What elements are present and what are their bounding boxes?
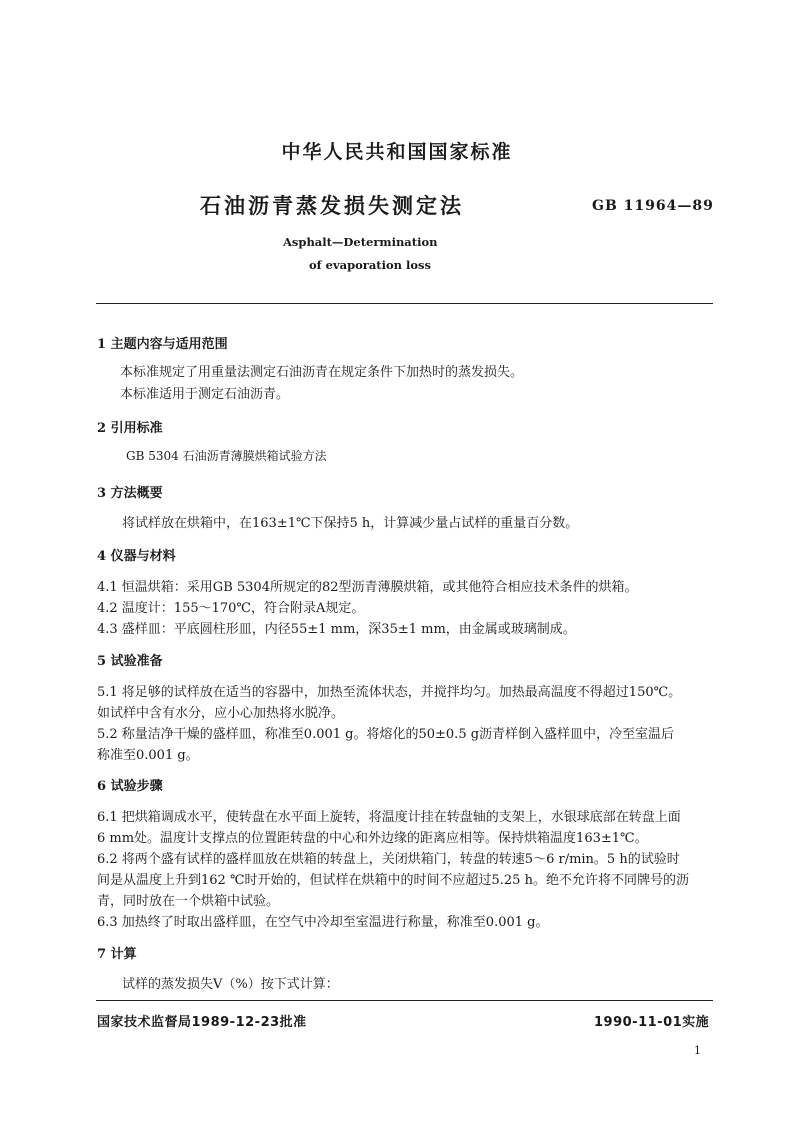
footer-divider bbox=[96, 1000, 713, 1001]
standard-code: GB 11964—89 bbox=[592, 198, 714, 214]
item-5-2-line1: 5.2 称量洁净干燥的盛样皿，称准至0.001 g。将熔化的50±0.5 g沥青样倒入盛样皿中，冷至室温后 bbox=[97, 727, 675, 742]
section-6-heading: 6 试验步骤 bbox=[97, 779, 163, 794]
item-5-1-line1: 5.1 将足够的试样放在适当的容器中，加热至流体状态，并搅拌均匀。加热最高温度不得超过150℃。 bbox=[97, 685, 682, 700]
section-7-heading: 7 计算 bbox=[97, 947, 137, 962]
section-7-paragraph: 试样的蒸发损失V（%）按下式计算： bbox=[122, 977, 339, 992]
section-1-paragraph-1: 本标准规定了用重量法测定石油沥青在规定条件下加热时的蒸发损失。 bbox=[120, 365, 524, 380]
section-3-heading: 3 方法概要 bbox=[97, 486, 163, 501]
national-standard-heading: 中华人民共和国国家标准 bbox=[281, 141, 513, 163]
item-5-2-line2: 称准至0.001 g。 bbox=[97, 748, 199, 763]
item-6-2-line1: 6.2 将两个盛有试样的盛样皿放在烘箱的转盘上，关闭烘箱门，转盘的转速5～6 r/min。5 h的试验时 bbox=[97, 852, 680, 867]
page-number: 1 bbox=[694, 1044, 701, 1057]
item-6-1-line2: 6 mm处。温度计支撑点的位置距转盘的中心和外边缘的距离应相等。保持烘箱温度163±1℃。 bbox=[97, 831, 648, 846]
header-divider bbox=[96, 303, 713, 304]
item-6-2-line3: 青，同时放在一个烘箱中试验。 bbox=[97, 894, 280, 909]
item-6-2-line2: 间是从温度上升到162 ℃时开始的，但试样在烘箱中的时间不应超过5.25 h。绝不允许将不同牌号的沥 bbox=[97, 873, 689, 888]
section-1-heading: 1 主题内容与适用范围 bbox=[97, 337, 228, 352]
effective-date: 1990-11-01实施 bbox=[594, 1015, 710, 1030]
section-2-heading: 2 引用标准 bbox=[97, 421, 163, 436]
item-4-1: 4.1 恒温烘箱：采用GB 5304所规定的82型沥青薄膜烘箱，或其他符合相应技术条件的烘箱。 bbox=[97, 580, 638, 595]
item-6-1-line1: 6.1 把烘箱调成水平，使转盘在水平面上旋转，将温度计挂在转盘轴的支架上，水银球底部在转盘上面 bbox=[97, 810, 681, 825]
section-1-paragraph-2: 本标准适用于测定石油沥青。 bbox=[120, 387, 290, 402]
english-title-line1: Asphalt—Determination bbox=[283, 235, 438, 249]
approval-date: 国家技术监督局1989-12-23批准 bbox=[97, 1015, 307, 1030]
item-4-2: 4.2 温度计：155～170℃，符合附录A规定。 bbox=[97, 601, 365, 616]
item-5-1-line2: 如试样中含有水分，应小心加热将水脱净。 bbox=[97, 706, 345, 721]
item-4-3: 4.3 盛样皿：平底圆柱形皿，内径55±1 mm，深35±1 mm，由金属或玻璃制成。 bbox=[97, 622, 576, 637]
section-4-heading: 4 仪器与材料 bbox=[97, 549, 176, 564]
item-6-3: 6.3 加热终了时取出盛样皿，在空气中冷却至室温进行称量，称准至0.001 g。 bbox=[97, 915, 549, 930]
section-5-heading: 5 试验准备 bbox=[97, 654, 163, 669]
english-title-line2: of evaporation loss bbox=[309, 258, 431, 272]
document-title: 石油沥青蒸发损失测定法 bbox=[200, 194, 464, 218]
section-3-paragraph: 将试样放在烘箱中，在163±1℃下保持5 h，计算减少量占试样的重量百分数。 bbox=[122, 516, 579, 531]
section-2-reference: GB 5304 石油沥青薄膜烘箱试验方法 bbox=[126, 449, 327, 463]
